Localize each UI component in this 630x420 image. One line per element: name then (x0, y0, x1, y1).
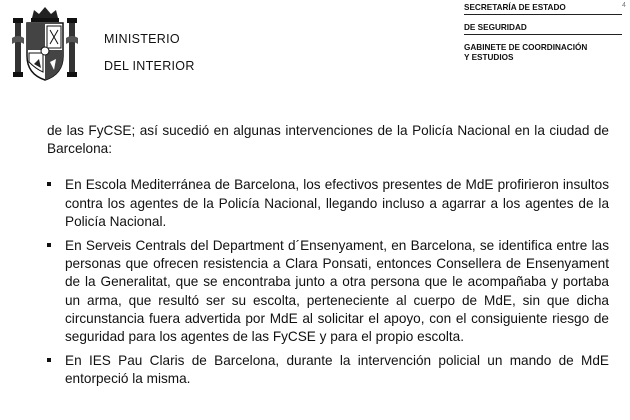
ministry-name-line2: DEL INTERIOR (104, 59, 195, 73)
incident-list (47, 176, 609, 388)
secretariat-line1: SECRETARÍA DE ESTADO (464, 3, 622, 15)
intro-paragraph: de las FyCSE; así sucedió en algunas intervenciones de la Policía Nacional en la ciudad de Barcelona: (47, 123, 609, 157)
coat-of-arms-icon (12, 4, 78, 84)
incident-item-2: En Serveis Centrals del Department d´Ensenyament, en Barcelona, se identifica entre las personas que ofrecen resistencia a Clara Ponsati, entonces Consellera de Ensenyament de la Generalitat, que se encontraba junto a otra persona que le acompañaba y portaba un arma, que resultó ser su escolta, perteneciente al cuerpo de MdE, sin que dicha circunstancia fuera advertida por MdE al solicitar el apoyo, con el consiguiente riesgo de seguridad para los agentes de las FyCSE y para el propio escolta. (47, 237, 609, 346)
page-mark: 4 (622, 2, 626, 9)
ministry-name-line1: MINISTERIO (104, 32, 180, 46)
cabinet-line2: Y ESTUDIOS (464, 53, 514, 62)
incident-item-3: En IES Pau Claris de Barcelona, durante la intervención policial un mando de MdE entorpeció la misma. (47, 352, 609, 388)
department-block (464, 3, 622, 63)
incident-item-1: En Escola Mediterránea de Barcelona, los efectivos presentes de MdE profirieron insultos contra los agentes de la Policía Nacional, llegando incluso a agarrar a los agentes de la Policía Nacional. (47, 176, 609, 231)
secretariat-line2: DE SEGURIDAD (464, 23, 622, 35)
ministry-name (104, 26, 195, 80)
document-body (47, 122, 609, 395)
cabinet-line1: GABINETE DE COORDINACIÓN (464, 43, 588, 52)
